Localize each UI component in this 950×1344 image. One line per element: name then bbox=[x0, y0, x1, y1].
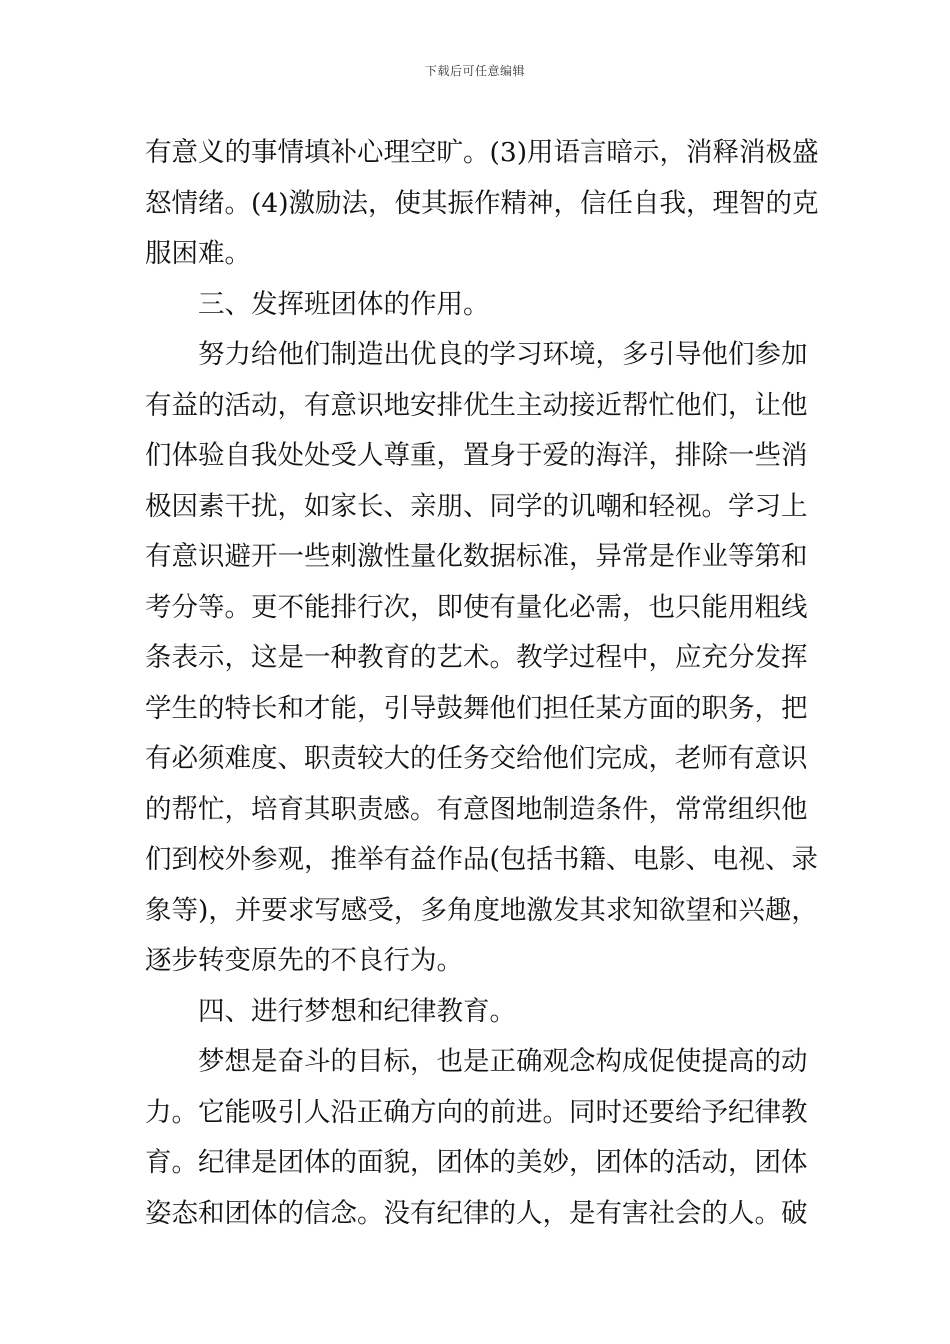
text-line: 怒情绪。(4)激励法，使其振作精神，信任自我，理智的克 bbox=[145, 187, 819, 219]
text-line: 有意识避开一些刺激性量化数据标准，异常是作业等第和 bbox=[145, 541, 808, 572]
section-heading: 三、发挥班团体的作用。 bbox=[198, 288, 490, 320]
page-header: 下载后可任意编辑 bbox=[424, 64, 525, 78]
text-line: 考分等。更不能排行次，即使有量化必需，也只能用粗线 bbox=[145, 591, 808, 623]
text-line: 逐步转变原先的不良行为。 bbox=[145, 945, 463, 976]
text-line: 服困难。 bbox=[145, 238, 251, 269]
text-line: 有益的活动，有意识地安排优生主动接近帮忙他们，让他 bbox=[145, 389, 808, 421]
section-heading: 四、进行梦想和纪律教育。 bbox=[198, 995, 516, 1027]
text-line: 条表示，这是一种教育的艺术。教学过程中，应充分发挥 bbox=[145, 642, 808, 673]
text-line: 们体验自我处处受人尊重，置身于爱的海洋，排除一些消 bbox=[145, 440, 808, 471]
text-line: 象等)，并要求写感受，多角度地激发其求知欲望和兴趣， bbox=[145, 894, 818, 926]
text-line: 力。它能吸引人沿正确方向的前进。同时还要给予纪律教 bbox=[145, 1096, 808, 1128]
text-line: 们到校外参观，推举有益作品(包括书籍、电影、电视、录 bbox=[145, 844, 818, 875]
text-line: 姿态和团体的信念。没有纪律的人，是有害社会的人。破 bbox=[145, 1197, 808, 1229]
text-line: 的帮忙，培育其职责感。有意图地制造条件，常常组织他 bbox=[145, 793, 808, 825]
text-line: 梦想是奋斗的目标，也是正确观念构成促使提高的动 bbox=[198, 1046, 808, 1077]
text-line: 有必须难度、职责较大的任务交给他们完成，老师有意识 bbox=[145, 743, 808, 774]
text-line: 有意义的事情填补心理空旷。(3)用语言暗示，消释消极盛 bbox=[145, 137, 819, 168]
text-line: 育。纪律是团体的面貌，团体的美妙，团体的活动，团体 bbox=[145, 1147, 808, 1178]
text-line: 学生的特长和才能，引导鼓舞他们担任某方面的职务，把 bbox=[145, 692, 808, 724]
text-line: 努力给他们制造出优良的学习环境，多引导他们参加 bbox=[198, 339, 808, 370]
body-text bbox=[145, 128, 819, 1239]
text-line: 极因素干扰，如家长、亲朋、同学的讥嘲和轻视。学习上 bbox=[145, 490, 808, 522]
